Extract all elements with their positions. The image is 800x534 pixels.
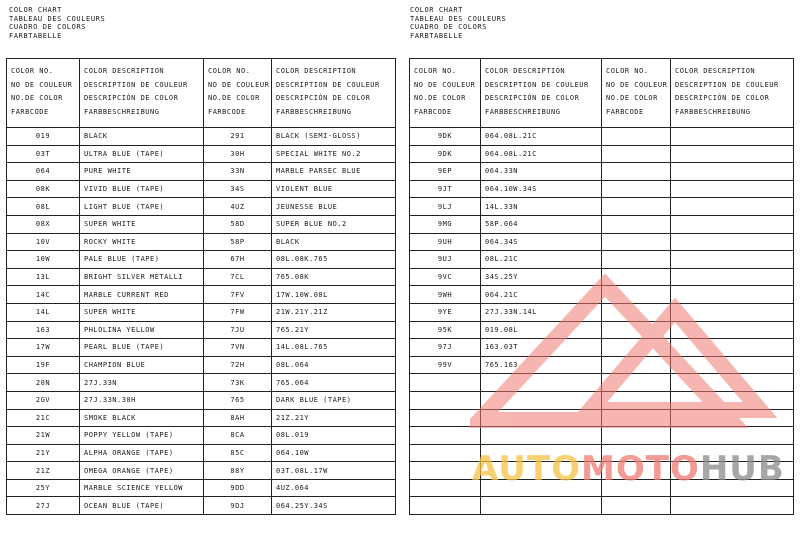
color-code-cell: 85C [204,444,272,462]
color-code-cell [602,198,671,216]
color-description-cell: 27J.33N.14L [481,303,602,321]
color-description-cell: 064.25Y.34S [272,497,396,515]
header-cell [410,59,481,128]
color-description-cell: JEUNESSE BLUE [272,198,396,216]
table-row [7,356,396,374]
color-code-cell: 97J [410,339,481,357]
color-description-cell: SUPER BLUE NO.2 [272,215,396,233]
color-code-cell: 08L [7,198,80,216]
right-chart-title [410,6,506,40]
color-code-cell [602,427,671,445]
table-row [410,321,794,339]
color-code-cell: 88Y [204,462,272,480]
color-description-cell: MARBLE CURRENT RED [80,286,204,304]
color-code-cell: 9EP [410,163,481,181]
table-row [410,215,794,233]
color-description-cell [671,356,794,374]
color-description-cell: 08L.019 [272,427,396,445]
table-row [410,251,794,269]
table-row [410,198,794,216]
color-description-cell: 765.21Y [272,321,396,339]
color-code-cell [602,251,671,269]
left-chart-title [9,6,105,40]
color-description-cell: 163.03T [481,339,602,357]
table-row [7,233,396,251]
color-code-cell: 14C [7,286,80,304]
color-code-cell [602,391,671,409]
header-line: FARBBESCHREIBUNG [276,107,352,116]
color-code-cell: 064 [7,163,80,181]
color-code-cell [602,215,671,233]
table-row [410,374,794,392]
color-code-cell: 9DK [410,128,481,146]
header-line: COLOR NO. [11,67,54,75]
table-row [410,409,794,427]
header-line: NO.DE COLOR [414,94,466,102]
table-row [410,427,794,445]
color-description-cell: ALPHA ORANGE (TAPE) [80,444,204,462]
color-description-cell: 08L.064 [272,356,396,374]
header-line: DESCRIPTION DE COULEUR [276,80,380,89]
color-description-cell [671,497,794,515]
color-description-cell [671,251,794,269]
color-code-cell [602,374,671,392]
color-code-cell: 17W [7,339,80,357]
header-row [410,59,794,128]
color-description-cell: VIVID BLUE (TAPE) [80,180,204,198]
table-row [7,497,396,515]
color-description-cell: PALE BLUE (TAPE) [80,251,204,269]
title-line: FARBTABELLE [410,31,463,40]
title-line: FARBTABELLE [9,31,62,40]
color-code-cell: 99V [410,356,481,374]
color-code-cell: 58P [204,233,272,251]
left-table-body [7,59,396,515]
color-description-cell: 21W.21Y.21Z [272,303,396,321]
header-line: DESCRIPCIÓN DE COLOR [276,94,371,102]
watermark-text [472,449,785,489]
color-description-cell: ROCKY WHITE [80,233,204,251]
color-description-cell [671,180,794,198]
table-row [7,128,396,146]
header-line: NO DE COULEUR [208,80,270,89]
color-code-cell [410,409,481,427]
color-description-cell [671,128,794,146]
table-row [7,268,396,286]
color-code-cell [602,356,671,374]
watermark-part-3: HUB [699,449,785,489]
color-code-cell: 33N [204,163,272,181]
color-code-cell: 21Z [7,462,80,480]
header-line: NO DE COULEUR [414,80,476,89]
color-code-cell: 21C [7,409,80,427]
color-description-cell: SUPER WHITE [80,215,204,233]
color-description-cell: SMOKE BLACK [80,409,204,427]
color-description-cell [671,233,794,251]
table-row [7,198,396,216]
left-color-table [6,58,396,515]
header-line: FARBBESCHREIBUNG [675,107,751,116]
header-line: COLOR NO. [606,67,649,75]
color-code-cell: 9YE [410,303,481,321]
color-code-cell: 95K [410,321,481,339]
color-code-cell: 9MG [410,215,481,233]
header-cell [7,59,80,128]
right-table-body [410,59,794,515]
color-code-cell [410,444,481,462]
color-description-cell: BLACK [80,128,204,146]
color-description-cell [481,497,602,515]
header-line: DESCRIPTION DE COULEUR [675,80,779,89]
color-code-cell: 14L [7,303,80,321]
header-line: FARBBESCHREIBUNG [84,107,160,116]
color-code-cell: 9WH [410,286,481,304]
color-description-cell: PURE WHITE [80,163,204,181]
header-row [7,59,396,128]
color-description-cell: 58P.064 [481,215,602,233]
color-description-cell: POPPY YELLOW (TAPE) [80,427,204,445]
table-row [410,391,794,409]
color-description-cell [671,286,794,304]
color-code-cell [602,128,671,146]
header-line: COLOR DESCRIPTION [276,67,357,75]
color-description-cell: CHAMPION BLUE [80,356,204,374]
color-description-cell: 4UZ.064 [272,479,396,497]
color-description-cell: 17W.10W.08L [272,286,396,304]
color-description-cell: MARBLE PARSEC BLUE [272,163,396,181]
table-row [410,286,794,304]
table-row [7,391,396,409]
header-cell [671,59,794,128]
table-row [7,180,396,198]
header-line: COLOR DESCRIPTION [84,67,165,75]
table-row [410,180,794,198]
color-description-cell [671,145,794,163]
table-row [7,303,396,321]
header-line: DESCRIPCIÓN DE COLOR [675,94,770,102]
color-code-cell: 19F [7,356,80,374]
title-line: COLOR CHART [410,6,463,14]
title-line: COLOR CHART [9,6,62,14]
color-code-cell [602,321,671,339]
color-code-cell: 25Y [7,479,80,497]
color-description-cell: DARK BLUE (TAPE) [272,391,396,409]
color-description-cell [671,163,794,181]
color-description-cell [481,391,602,409]
color-description-cell: 14L.08L.765 [272,339,396,357]
title-line: CUADRO DE COLORS [9,23,87,31]
table-row [7,286,396,304]
color-code-cell: 4UZ [204,198,272,216]
table-row [7,427,396,445]
title-line: TABLEAU DES COULEURS [410,14,507,23]
color-description-cell [481,409,602,427]
header-line: FARBCODE [606,107,644,116]
table-row [410,268,794,286]
watermark-part-1: AUTO [472,449,581,489]
table-row [7,462,396,480]
color-description-cell: 765.08K [272,268,396,286]
color-code-cell: 27J [7,497,80,515]
color-code-cell: 67H [204,251,272,269]
header-line: DESCRIPCIÓN DE COLOR [485,94,580,102]
color-description-cell [671,374,794,392]
color-code-cell: 9DK [410,145,481,163]
color-code-cell [410,427,481,445]
color-description-cell [481,427,602,445]
color-description-cell: 21Z.21Y [272,409,396,427]
color-description-cell: 08L.08K.765 [272,251,396,269]
color-code-cell [602,180,671,198]
color-code-cell [602,163,671,181]
header-line: COLOR DESCRIPTION [485,67,566,75]
header-line: FARBCODE [414,107,452,116]
color-code-cell [602,339,671,357]
color-description-cell: PEARL BLUE (TAPE) [80,339,204,357]
color-description-cell: 765.163 [481,356,602,374]
header-cell [481,59,602,128]
color-code-cell [410,462,481,480]
table-row [410,163,794,181]
color-code-cell: 8CA [204,427,272,445]
table-row [7,409,396,427]
header-line: NO DE COULEUR [11,80,73,89]
color-description-cell: 064.34S [481,233,602,251]
header-cell [272,59,396,128]
color-description-cell: ULTRA BLUE (TAPE) [80,145,204,163]
table-row [410,497,794,515]
color-code-cell: 58D [204,215,272,233]
color-description-cell: 064.08L.21C [481,128,602,146]
color-code-cell: 9DJ [204,497,272,515]
header-line: FARBCODE [208,107,246,116]
table-row [7,321,396,339]
color-code-cell: 291 [204,128,272,146]
color-code-cell [602,145,671,163]
header-line: DESCRIPTION DE COULEUR [485,80,589,89]
color-code-cell: 019 [7,128,80,146]
color-description-cell [671,198,794,216]
color-description-cell: 03T.08L.17W [272,462,396,480]
color-description-cell: 064.08L.21C [481,145,602,163]
color-code-cell: 34S [204,180,272,198]
color-description-cell: BLACK [272,233,396,251]
title-line: CUADRO DE COLORS [410,23,488,31]
table-row [7,444,396,462]
color-code-cell: 9DD [204,479,272,497]
header-line: COLOR NO. [208,67,251,75]
color-code-cell: 7FV [204,286,272,304]
color-description-cell [671,427,794,445]
color-description-cell [671,303,794,321]
color-code-cell: 2GV [7,391,80,409]
color-code-cell: 765 [204,391,272,409]
table-row [7,339,396,357]
header-line: NO.DE COLOR [606,94,658,102]
watermark-part-2: MOTO [580,449,700,489]
color-description-cell: SPECIAL WHITE NO.2 [272,145,396,163]
table-row [410,128,794,146]
color-description-cell [671,391,794,409]
color-code-cell: 163 [7,321,80,339]
color-code-cell: 13L [7,268,80,286]
color-code-cell: 7CL [204,268,272,286]
table-row [7,374,396,392]
color-description-cell [481,374,602,392]
header-cell [204,59,272,128]
color-description-cell: BRIGHT SILVER METALLI [80,268,204,286]
header-line: NO.DE COLOR [208,94,260,102]
color-description-cell: 08L.21C [481,251,602,269]
color-code-cell [410,374,481,392]
header-line: FARBCODE [11,107,49,116]
color-code-cell: 20N [7,374,80,392]
color-description-cell: 27J.33N [80,374,204,392]
color-code-cell [602,303,671,321]
header-line: DESCRIPTION DE COULEUR [84,80,188,89]
color-code-cell: 73K [204,374,272,392]
color-description-cell: 14L.33N [481,198,602,216]
color-description-cell: VIOLENT BLUE [272,180,396,198]
header-line: NO.DE COLOR [11,94,63,102]
color-description-cell [671,409,794,427]
color-code-cell [602,497,671,515]
table-row [7,479,396,497]
color-code-cell: 21W [7,427,80,445]
table-row [7,163,396,181]
color-code-cell: 9UH [410,233,481,251]
color-description-cell: SUPER WHITE [80,303,204,321]
color-code-cell [602,268,671,286]
color-code-cell [602,233,671,251]
header-line: DESCRIPCIÓN DE COLOR [84,94,179,102]
right-color-table [409,58,794,515]
title-line: TABLEAU DES COULEURS [9,14,106,23]
color-code-cell: 21Y [7,444,80,462]
header-cell [80,59,204,128]
table-row [410,356,794,374]
color-code-cell [602,409,671,427]
color-code-cell [410,391,481,409]
color-description-cell: BLACK (SEMI-GLOSS) [272,128,396,146]
color-description-cell: 765.064 [272,374,396,392]
color-code-cell: 7JU [204,321,272,339]
color-description-cell: 34S.25Y [481,268,602,286]
table-row [7,145,396,163]
color-code-cell: 9LJ [410,198,481,216]
color-description-cell: 064.21C [481,286,602,304]
color-code-cell: 9JT [410,180,481,198]
color-code-cell: 10W [7,251,80,269]
header-cell [602,59,671,128]
header-line: COLOR NO. [414,67,457,75]
header-line: COLOR DESCRIPTION [675,67,756,75]
header-line: FARBBESCHREIBUNG [485,107,561,116]
color-code-cell [602,286,671,304]
color-code-cell: 08X [7,215,80,233]
color-description-cell [671,268,794,286]
color-description-cell [671,215,794,233]
table-row [410,303,794,321]
table-row [410,233,794,251]
color-description-cell: 064.33N [481,163,602,181]
table-row [410,145,794,163]
color-description-cell [671,321,794,339]
color-code-cell: 72H [204,356,272,374]
color-description-cell: 064.10W.34S [481,180,602,198]
color-code-cell: 9VC [410,268,481,286]
color-description-cell: PHLOLINA YELLOW [80,321,204,339]
color-code-cell: 8AH [204,409,272,427]
color-code-cell: 03T [7,145,80,163]
color-code-cell: 08K [7,180,80,198]
color-code-cell: 7FW [204,303,272,321]
color-description-cell: OMEGA ORANGE (TAPE) [80,462,204,480]
color-code-cell: 10V [7,233,80,251]
color-code-cell: 7VN [204,339,272,357]
color-code-cell: 30H [204,145,272,163]
color-description-cell: 019.08L [481,321,602,339]
color-description-cell: LIGHT BLUE (TAPE) [80,198,204,216]
color-description-cell: 064.10W [272,444,396,462]
table-row [7,251,396,269]
table-row [410,339,794,357]
table-row [7,215,396,233]
color-code-cell: 9UJ [410,251,481,269]
color-description-cell: OCEAN BLUE (TAPE) [80,497,204,515]
header-line: NO DE COULEUR [606,80,668,89]
color-code-cell [410,479,481,497]
color-description-cell: 27J.33N.30H [80,391,204,409]
color-description-cell [671,339,794,357]
color-code-cell [410,497,481,515]
color-description-cell: MARBLE SCIENCE YELLOW [80,479,204,497]
